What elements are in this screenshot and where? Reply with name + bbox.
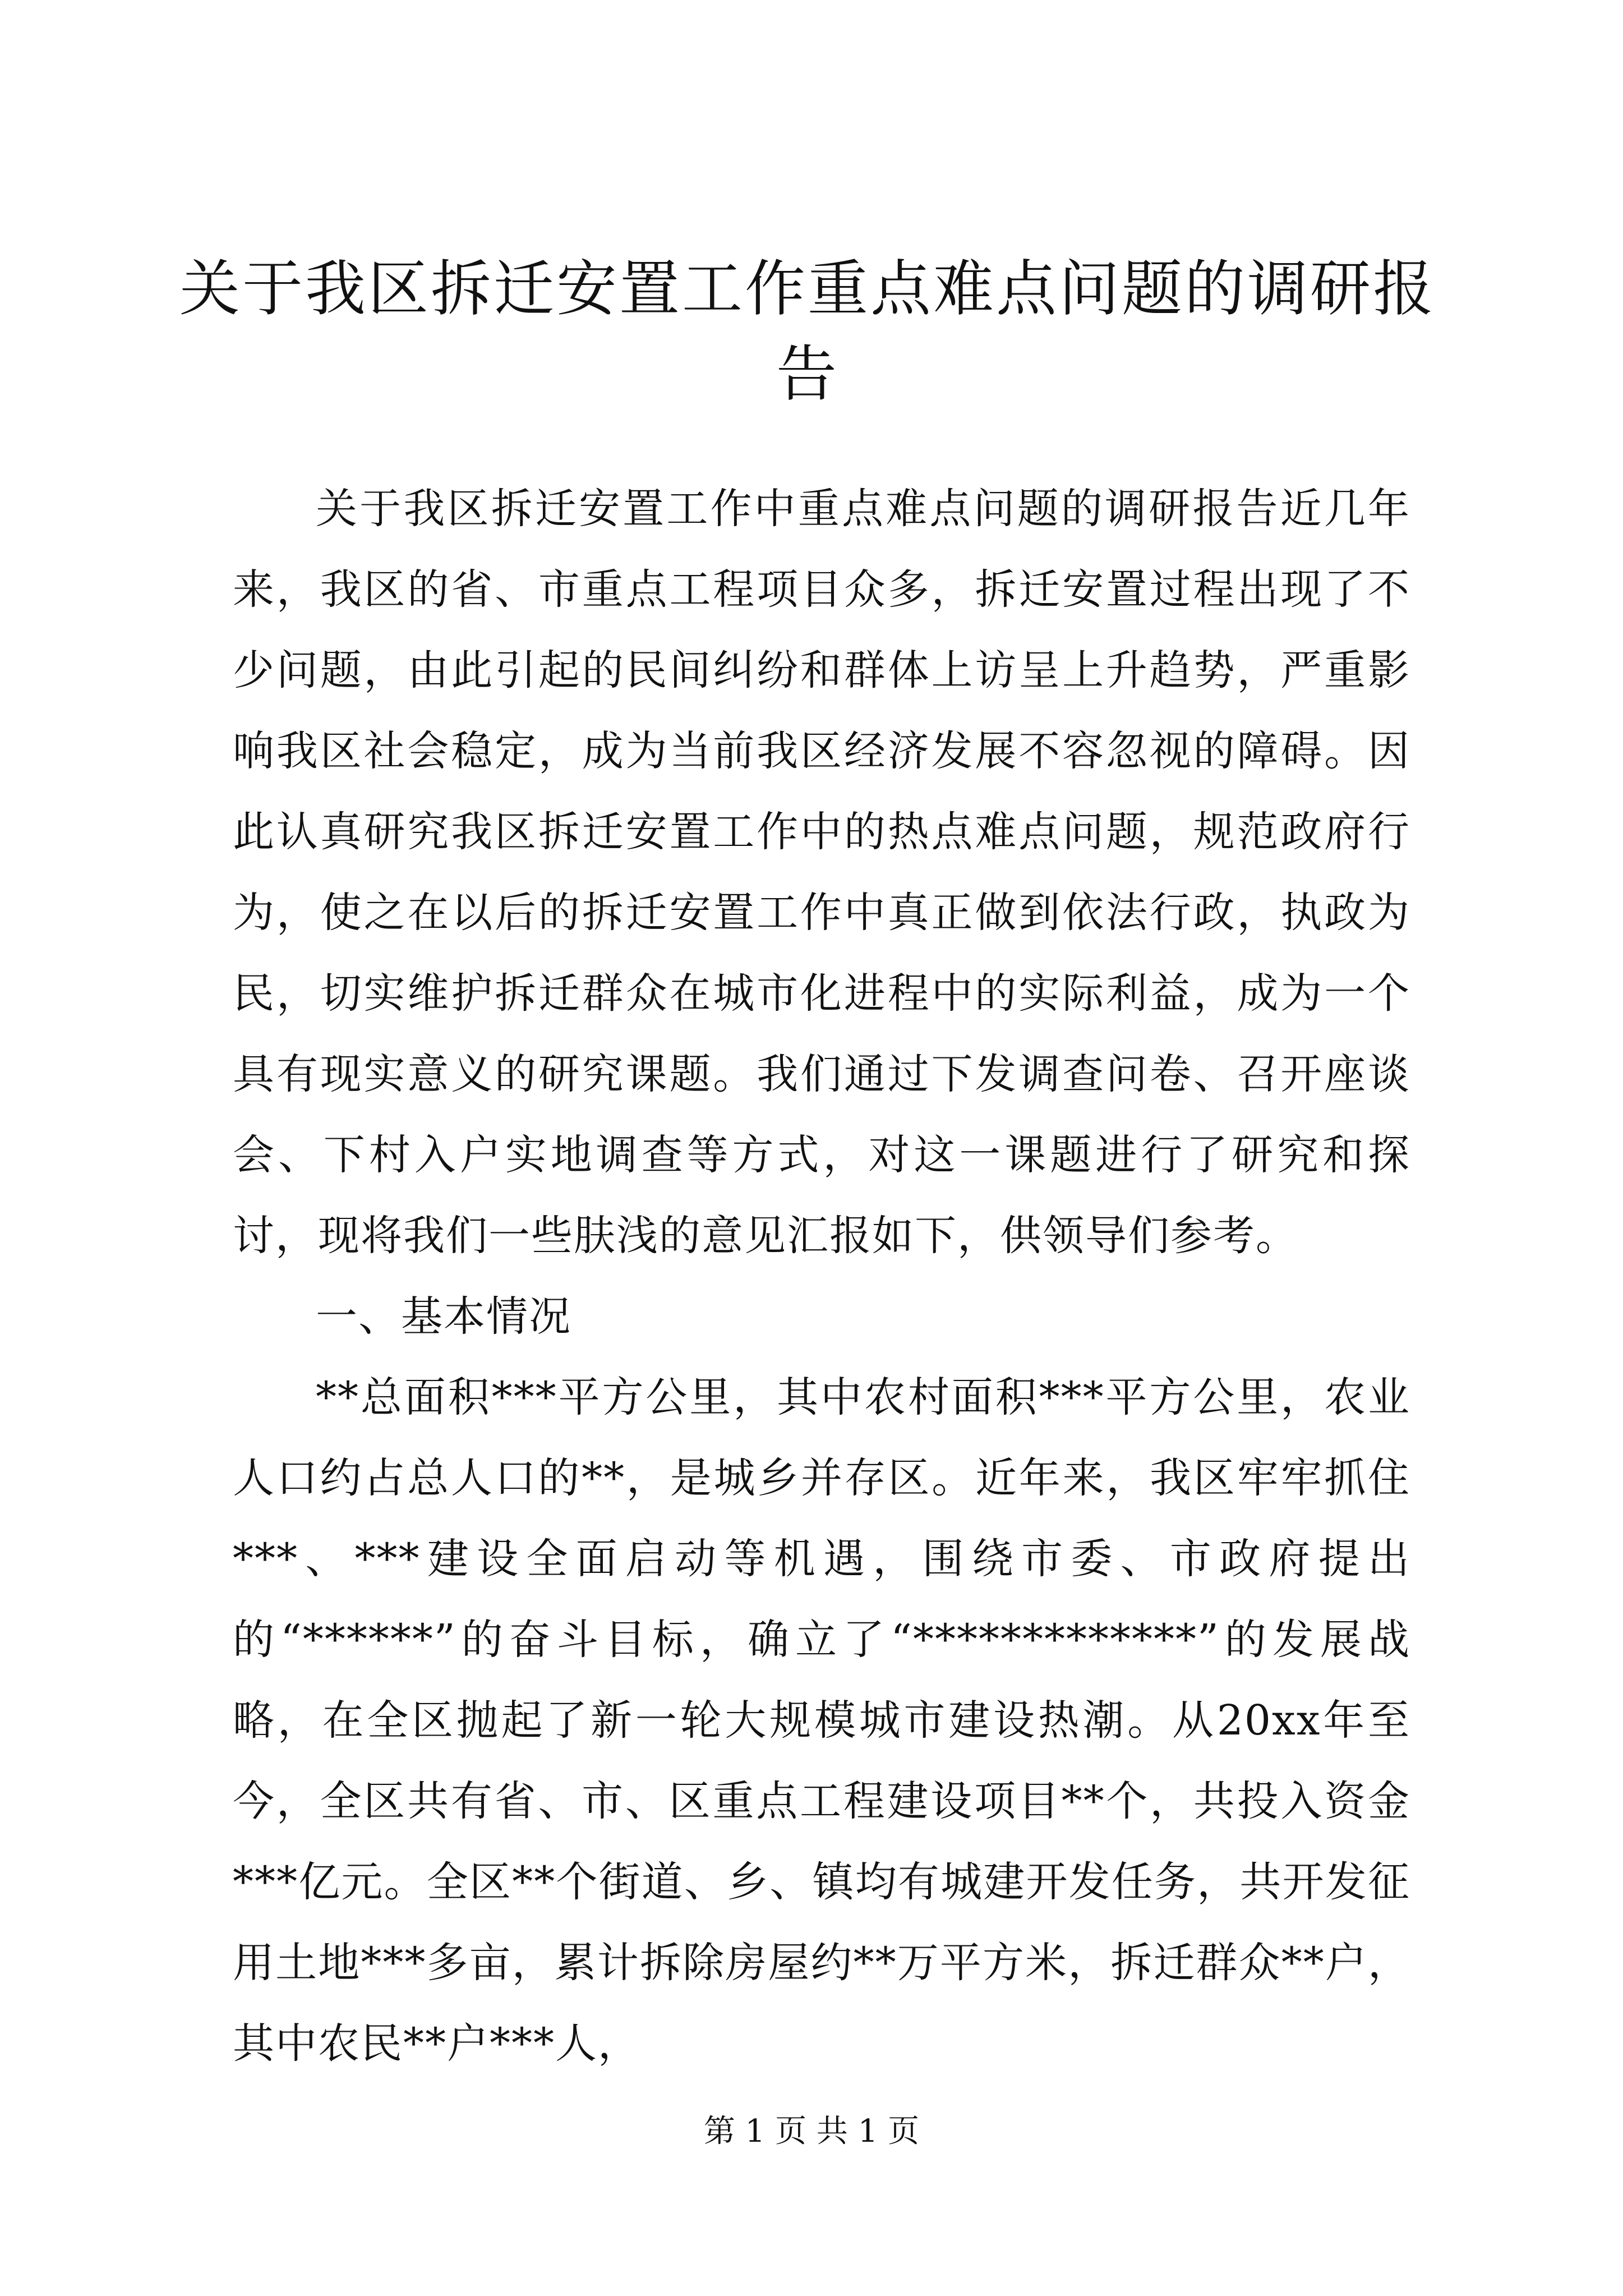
section-heading: 一、基本情况 xyxy=(316,1292,571,1341)
document-title: 关于我区拆迁安置工作重点难点问题的调研报告 xyxy=(179,254,1436,409)
document-body xyxy=(233,468,1410,2084)
section-paragraph: **总面积***平方公里，其中农村面积***平方公里，农业人口约占总人口的**，是城乡并存区。近年来，我区牢牢抓住***、***建设全面启动等机遇，围绕市委、市政府提出的“******”的奋斗目标，确立了“*************”的发展战略，在全区抛起了新一轮大规模城市建设热潮。从20xx年至今，全区共有省、市、区重点工程建设项目**个，共投入资金***亿元。全区**个街道、乡、镇均有城建开发任务，共开发征用土地***多亩，累计拆除房屋约**万平方米，拆迁群众**户，其中农民**户***人， xyxy=(233,1373,1410,2068)
page-footer: 第 1 页 共 1 页 xyxy=(703,2113,920,2150)
intro-paragraph: 关于我区拆迁安置工作中重点难点问题的调研报告近几年来，我区的省、市重点工程项目众多，拆迁安置过程出现了不少问题，由此引起的民间纠纷和群体上访呈上升趋势，严重影响我区社会稳定，成为当前我区经济发展不容忽视的障碍。因此认真研究我区拆迁安置工作中的热点难点问题，规范政府行为，使之在以后的拆迁安置工作中真正做到依法行政，执政为民，切实维护拆迁群众在城市化进程中的实际利益，成为一个具有现实意义的研究课题。我们通过下发调查问卷、召开座谈会、下村入户实地调查等方式，对这一课题进行了研究和探讨，现将我们一些肤浅的意见汇报如下，供领导们参考。 xyxy=(233,485,1410,1260)
